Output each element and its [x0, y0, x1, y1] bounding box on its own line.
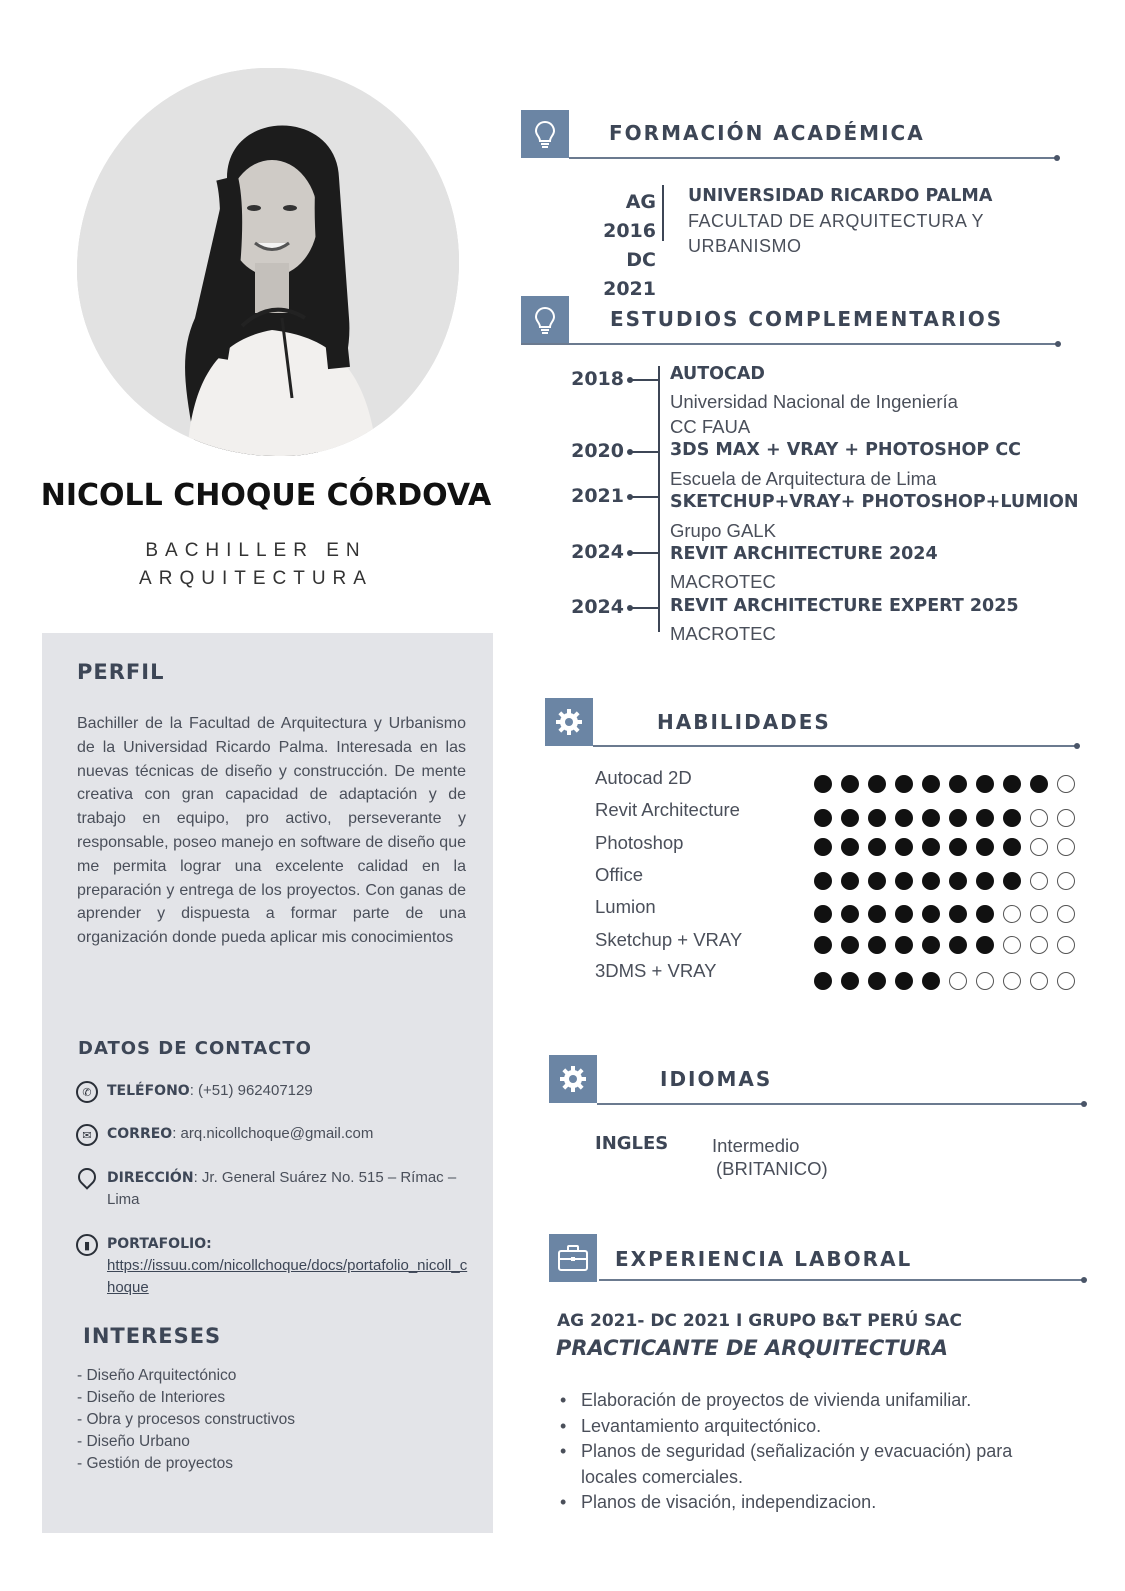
idiomas-heading: IDIOMAS — [660, 1067, 773, 1091]
phone-value: : (+51) 962407129 — [189, 1082, 313, 1099]
skill-dot-filled — [841, 838, 859, 856]
skill-name: Sketchup + VRAY — [595, 929, 743, 950]
habilidades-heading: HABILIDADES — [657, 710, 831, 734]
skill-dot-filled — [949, 872, 967, 890]
skill-dot-filled — [1003, 872, 1021, 890]
timeline-year: 2018 — [571, 368, 624, 390]
timeline-connector — [630, 552, 658, 554]
skill-dot-filled — [976, 872, 994, 890]
skill-dot-filled — [949, 775, 967, 793]
skill-rating — [814, 972, 1075, 990]
gear-icon — [549, 1055, 597, 1103]
timeline-connector — [630, 451, 658, 453]
portfolio-label: PORTAFOLIO: — [107, 1236, 212, 1252]
mail-icon: ✉ — [76, 1124, 98, 1146]
skill-name: Revit Architecture — [595, 799, 740, 820]
contact-heading: DATOS DE CONTACTO — [78, 1038, 312, 1059]
skill-dot-empty — [1057, 809, 1075, 827]
intereses-heading: INTERESES — [83, 1324, 222, 1348]
skill-dot-empty — [1030, 809, 1048, 827]
list-item: - Gestión de proyectos — [77, 1455, 233, 1472]
address-value: : Jr. General Suárez No. 515 – Rímac – Lima — [107, 1169, 457, 1208]
skill-dot-filled — [949, 838, 967, 856]
person-title-line2: ARQUITECTURA — [139, 568, 373, 589]
timeline-connector — [630, 379, 658, 381]
idiomas-divider — [597, 1103, 1084, 1105]
skill-dot-filled — [922, 775, 940, 793]
edu-dates — [568, 188, 656, 304]
language-institution: (BRITANICO) — [716, 1158, 828, 1179]
skill-dot-filled — [814, 775, 832, 793]
formacion-divider — [569, 157, 1057, 159]
course-institution: MACROTEC — [670, 623, 776, 644]
perfil-text: Bachiller de la Facultad de Arquitectura y Urbanismo de la Universidad Ricardo Palma. Interesada en las nuevas técnicas de diseño y construcción. De mente creativa con gran capacidad de adaptación y de trabajo en equipo, pro activo, perseverante y responsable, poseo manejo en software de diseño que me permita lograr una excelente calidad en la preparación y entrega de los proyectos. Con ganas de aprender y dispuesta a formar parte de una organización donde pueda aplicar mis conocimientos — [77, 715, 466, 947]
skill-name: Lumion — [595, 896, 656, 917]
skill-dot-filled — [976, 775, 994, 793]
job-tasks — [560, 1388, 1060, 1516]
skill-dot-empty — [1003, 936, 1021, 954]
skill-dot-empty — [1030, 872, 1048, 890]
timeline-connector — [630, 607, 658, 609]
skill-dot-empty — [1003, 972, 1021, 990]
language-level-text: Intermedio — [712, 1135, 800, 1156]
location-pin-icon — [74, 1164, 99, 1189]
phone-icon: ✆ — [76, 1081, 98, 1103]
list-item: - Diseño Urbano — [77, 1433, 190, 1450]
skill-dot-filled — [841, 936, 859, 954]
timeline-year: 2024 — [571, 596, 624, 618]
skill-rating — [814, 936, 1075, 954]
skill-dot-filled — [814, 872, 832, 890]
email-value: : arq.nicollchoque@gmail.com — [172, 1125, 374, 1142]
skill-dot-filled — [895, 972, 913, 990]
skill-name: Office — [595, 864, 643, 885]
list-item: • Levantamiento arquitectónico. — [560, 1414, 1060, 1440]
list-item: - Diseño Arquitectónico — [77, 1367, 237, 1384]
timeline-year: 2021 — [571, 485, 624, 507]
skill-dot-filled — [814, 809, 832, 827]
skill-dot-filled — [814, 905, 832, 923]
skill-dot-filled — [1003, 809, 1021, 827]
list-item: • Elaboración de proyectos de vivienda unifamiliar. — [560, 1388, 1060, 1414]
skill-dot-filled — [922, 905, 940, 923]
skill-dot-filled — [922, 872, 940, 890]
list-item: • Planos de visación, independizacion. — [560, 1490, 1060, 1516]
skill-dot-empty — [1003, 905, 1021, 923]
formacion-heading: FORMACIÓN ACADÉMICA — [609, 121, 925, 145]
course-institution: MACROTEC — [670, 571, 776, 592]
skill-dot-empty — [1030, 838, 1048, 856]
estudios-divider — [521, 343, 1058, 345]
skill-rating — [814, 872, 1075, 890]
portfolio-icon: ▮ — [76, 1234, 98, 1256]
course-institution: Escuela de Arquitectura de Lima — [670, 468, 937, 489]
contact-email — [76, 1123, 471, 1146]
skill-dot-filled — [1003, 775, 1021, 793]
skill-rating — [814, 838, 1075, 856]
edu-date-end: DC 2021 — [603, 249, 656, 300]
language-level — [712, 1134, 828, 1180]
skill-dot-filled — [868, 872, 886, 890]
skill-dot-filled — [1003, 838, 1021, 856]
experiencia-divider — [599, 1279, 1084, 1281]
skill-dot-filled — [841, 872, 859, 890]
skill-dot-filled — [976, 905, 994, 923]
person-title-line1: BACHILLER EN — [145, 540, 367, 561]
language-name: INGLES — [595, 1133, 669, 1154]
timeline-year: 2020 — [571, 440, 624, 462]
skill-name: Photoshop — [595, 832, 684, 853]
edu-divider — [662, 185, 664, 241]
skill-dot-filled — [949, 809, 967, 827]
skill-dot-empty — [1057, 905, 1075, 923]
skill-dot-filled — [895, 775, 913, 793]
skill-dot-filled — [895, 872, 913, 890]
skill-name: Autocad 2D — [595, 767, 692, 788]
skill-dot-empty — [1030, 936, 1048, 954]
skill-dot-filled — [949, 936, 967, 954]
timeline-line — [658, 366, 660, 632]
contact-portfolio — [76, 1233, 471, 1299]
course-institution: Universidad Nacional de Ingeniería — [670, 391, 958, 412]
timeline-year: 2024 — [571, 541, 624, 563]
course-title: SKETCHUP+VRAY+ PHOTOSHOP+LUMION — [670, 492, 1079, 512]
skill-dot-filled — [814, 972, 832, 990]
skill-dot-filled — [814, 936, 832, 954]
portfolio-link[interactable]: https://issuu.com/nicollchoque/docs/portafolio_nicoll_choque — [107, 1257, 468, 1296]
skill-dot-filled — [868, 775, 886, 793]
habilidades-divider — [593, 745, 1077, 747]
skill-dot-filled — [922, 972, 940, 990]
skill-dot-filled — [868, 936, 886, 954]
phone-label: TELÉFONO — [107, 1083, 190, 1099]
skill-dot-empty — [1057, 936, 1075, 954]
address-label: DIRECCIÓN — [107, 1170, 194, 1186]
skill-dot-empty — [1057, 775, 1075, 793]
course-title: REVIT ARCHITECTURE 2024 — [670, 544, 938, 564]
course-title: AUTOCAD — [670, 364, 765, 384]
experiencia-heading: EXPERIENCIA LABORAL — [615, 1247, 913, 1271]
list-item: - Diseño de Interiores — [77, 1389, 226, 1406]
skill-dot-empty — [949, 972, 967, 990]
edu-faculty: FACULTAD DE ARQUITECTURA Y URBANISMO — [688, 211, 984, 256]
gear-icon — [545, 698, 593, 746]
skill-dot-empty — [1057, 838, 1075, 856]
skill-dot-filled — [1030, 775, 1048, 793]
skill-dot-filled — [976, 936, 994, 954]
contact-address — [76, 1167, 471, 1211]
skill-dot-filled — [868, 838, 886, 856]
skill-dot-empty — [1030, 905, 1048, 923]
skill-dot-filled — [976, 809, 994, 827]
timeline-connector — [630, 496, 658, 498]
skill-dot-filled — [868, 905, 886, 923]
skill-dot-filled — [949, 905, 967, 923]
skill-dot-filled — [895, 809, 913, 827]
skill-dot-filled — [895, 936, 913, 954]
skill-dot-empty — [976, 972, 994, 990]
skill-dot-filled — [841, 775, 859, 793]
intereses-list — [77, 1365, 295, 1475]
course-title: 3DS MAX + VRAY + PHOTOSHOP CC — [670, 440, 1021, 460]
course-title: REVIT ARCHITECTURE EXPERT 2025 — [670, 596, 1019, 616]
contact-phone — [76, 1080, 471, 1103]
lightbulb-icon — [521, 296, 569, 344]
perfil-heading: PERFIL — [77, 660, 165, 684]
skill-dot-filled — [922, 936, 940, 954]
course-institution-detail: CC FAUA — [670, 416, 751, 437]
job-header: AG 2021- DC 2021 I GRUPO B&T PERÚ SAC — [557, 1311, 963, 1331]
skill-dot-filled — [868, 972, 886, 990]
skill-name: 3DMS + VRAY — [595, 960, 717, 981]
skill-dot-filled — [895, 905, 913, 923]
estudios-heading: ESTUDIOS COMPLEMENTARIOS — [610, 307, 1004, 331]
skill-rating — [814, 809, 1075, 827]
skill-rating — [814, 905, 1075, 923]
email-label: CORREO — [107, 1126, 173, 1142]
briefcase-icon — [549, 1234, 597, 1282]
edu-university: UNIVERSIDAD RICARDO PALMA — [688, 186, 993, 206]
course-institution: Grupo GALK — [670, 520, 776, 541]
skill-dot-filled — [922, 838, 940, 856]
job-role: PRACTICANTE DE ARQUITECTURA — [556, 1336, 949, 1360]
profile-photo-portrait — [77, 68, 459, 456]
skill-dot-filled — [814, 838, 832, 856]
lightbulb-icon — [521, 110, 569, 158]
edu-date-start: AG 2016 — [603, 191, 656, 242]
skill-rating — [814, 775, 1075, 793]
skill-dot-empty — [1057, 872, 1075, 890]
skill-dot-filled — [841, 905, 859, 923]
skill-dot-filled — [922, 809, 940, 827]
edu-body — [688, 184, 1048, 259]
skill-dot-empty — [1030, 972, 1048, 990]
person-title — [60, 537, 452, 593]
skill-dot-filled — [976, 838, 994, 856]
skill-dot-filled — [841, 972, 859, 990]
skill-dot-filled — [895, 838, 913, 856]
person-name: NICOLL CHOQUE CÓRDOVA — [40, 478, 492, 513]
list-item: • Planos de seguridad (señalización y evacuación) para locales comerciales. — [560, 1439, 1060, 1490]
skill-dot-filled — [868, 809, 886, 827]
list-item: - Obra y procesos constructivos — [77, 1411, 295, 1428]
skill-dot-filled — [841, 809, 859, 827]
profile-photo — [77, 68, 459, 456]
skill-dot-empty — [1057, 972, 1075, 990]
